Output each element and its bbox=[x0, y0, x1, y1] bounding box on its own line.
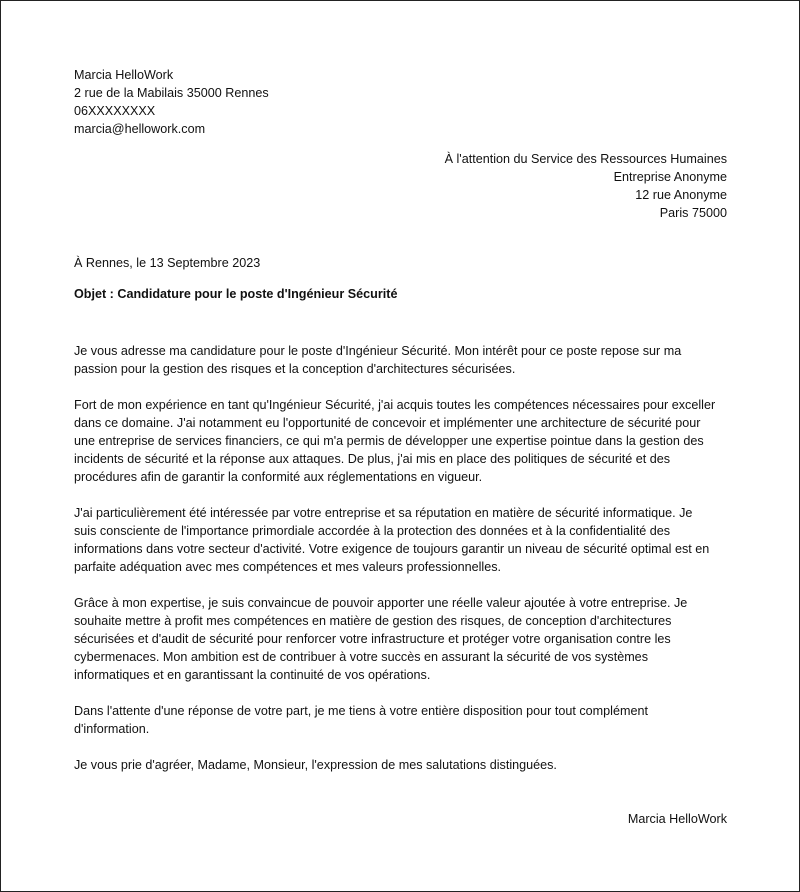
paragraph-line: Dans l'attente d'une réponse de votre part, je me tiens à votre entière disposition pour tout complément bbox=[74, 704, 648, 718]
paragraph-line: passion pour la gestion des risques et la conception d'architectures sécurisées. bbox=[74, 362, 516, 376]
letter-date: À Rennes, le 13 Septembre 2023 bbox=[74, 256, 261, 270]
body-paragraph bbox=[74, 702, 734, 738]
paragraph-line: Je vous adresse ma candidature pour le poste d'Ingénieur Sécurité. Mon intérêt pour ce poste repose sur ma bbox=[74, 344, 682, 358]
body-paragraph bbox=[74, 756, 734, 774]
paragraph-line: J'ai particulièrement été intéressée par votre entreprise et sa réputation en matière de sécurité informatique. Je bbox=[74, 506, 693, 520]
letter-body bbox=[74, 342, 734, 792]
sender-block bbox=[74, 66, 269, 138]
paragraph-line: sécurisées et d'audit de sécurité pour renforcer votre infrastructure et protéger votre organisation contre les bbox=[74, 632, 671, 646]
body-paragraph bbox=[74, 504, 734, 576]
paragraph-line: parfaite adéquation avec mes compétences et mes valeurs professionnelles. bbox=[74, 560, 502, 574]
sender-phone: 06XXXXXXXX bbox=[74, 104, 156, 118]
paragraph-line: souhaite mettre à profit mes compétences en matière de gestion des risques, de conception d'architectures bbox=[74, 614, 672, 628]
body-paragraph bbox=[74, 396, 734, 486]
paragraph-line: informations dans votre secteur d'activité. Votre exigence de toujours garantir un niveau de sécurité optimal est en bbox=[74, 542, 710, 556]
paragraph-line: dans ce domaine. J'ai notamment eu l'opportunité de concevoir et implémenter une architecture de sécurité pour bbox=[74, 416, 701, 430]
recipient-block bbox=[445, 150, 727, 222]
letter-subject: Objet : Candidature pour le poste d'Ingénieur Sécurité bbox=[74, 287, 398, 301]
recipient-company: Entreprise Anonyme bbox=[613, 170, 727, 184]
body-paragraph bbox=[74, 594, 734, 684]
recipient-street: 12 rue Anonyme bbox=[635, 188, 727, 202]
paragraph-line: cybermenaces. Mon ambition est de contribuer à votre succès en assurant la sécurité de vos systèmes bbox=[74, 650, 648, 664]
recipient-attention: À l'attention du Service des Ressources Humaines bbox=[444, 152, 727, 166]
paragraph-line: Fort de mon expérience en tant qu'Ingénieur Sécurité, j'ai acquis toutes les compétences nécessaires pour exceller bbox=[74, 398, 716, 412]
paragraph-line: d'information. bbox=[74, 722, 150, 736]
paragraph-line: incidents de sécurité et la réponse aux attaques. De plus, j'ai mis en place des politiques de sécurité et des bbox=[74, 452, 671, 466]
paragraph-line: Je vous prie d'agréer, Madame, Monsieur, l'expression de mes salutations distinguées. bbox=[74, 758, 557, 772]
paragraph-line: Grâce à mon expertise, je suis convaincue de pouvoir apporter une réelle valeur ajoutée à votre entreprise. Je bbox=[74, 596, 688, 610]
paragraph-line: informatiques et en garantissant la continuité de vos opérations. bbox=[74, 668, 431, 682]
sender-email: marcia@hellowork.com bbox=[74, 122, 206, 136]
recipient-city: Paris 75000 bbox=[659, 206, 727, 220]
signature: Marcia HelloWork bbox=[627, 812, 727, 826]
paragraph-line: procédures afin de garantir la conformité aux réglementations en vigueur. bbox=[74, 470, 483, 484]
sender-address: 2 rue de la Mabilais 35000 Rennes bbox=[74, 86, 269, 100]
paragraph-line: suis consciente de l'importance primordiale accordée à la protection des données et à la confidentialité des bbox=[74, 524, 671, 538]
paragraph-line: une entreprise de services financiers, ce qui m'a permis de développer une expertise pointue dans la gestion des bbox=[74, 434, 704, 448]
sender-name: Marcia HelloWork bbox=[74, 68, 174, 82]
body-paragraph bbox=[74, 342, 734, 378]
